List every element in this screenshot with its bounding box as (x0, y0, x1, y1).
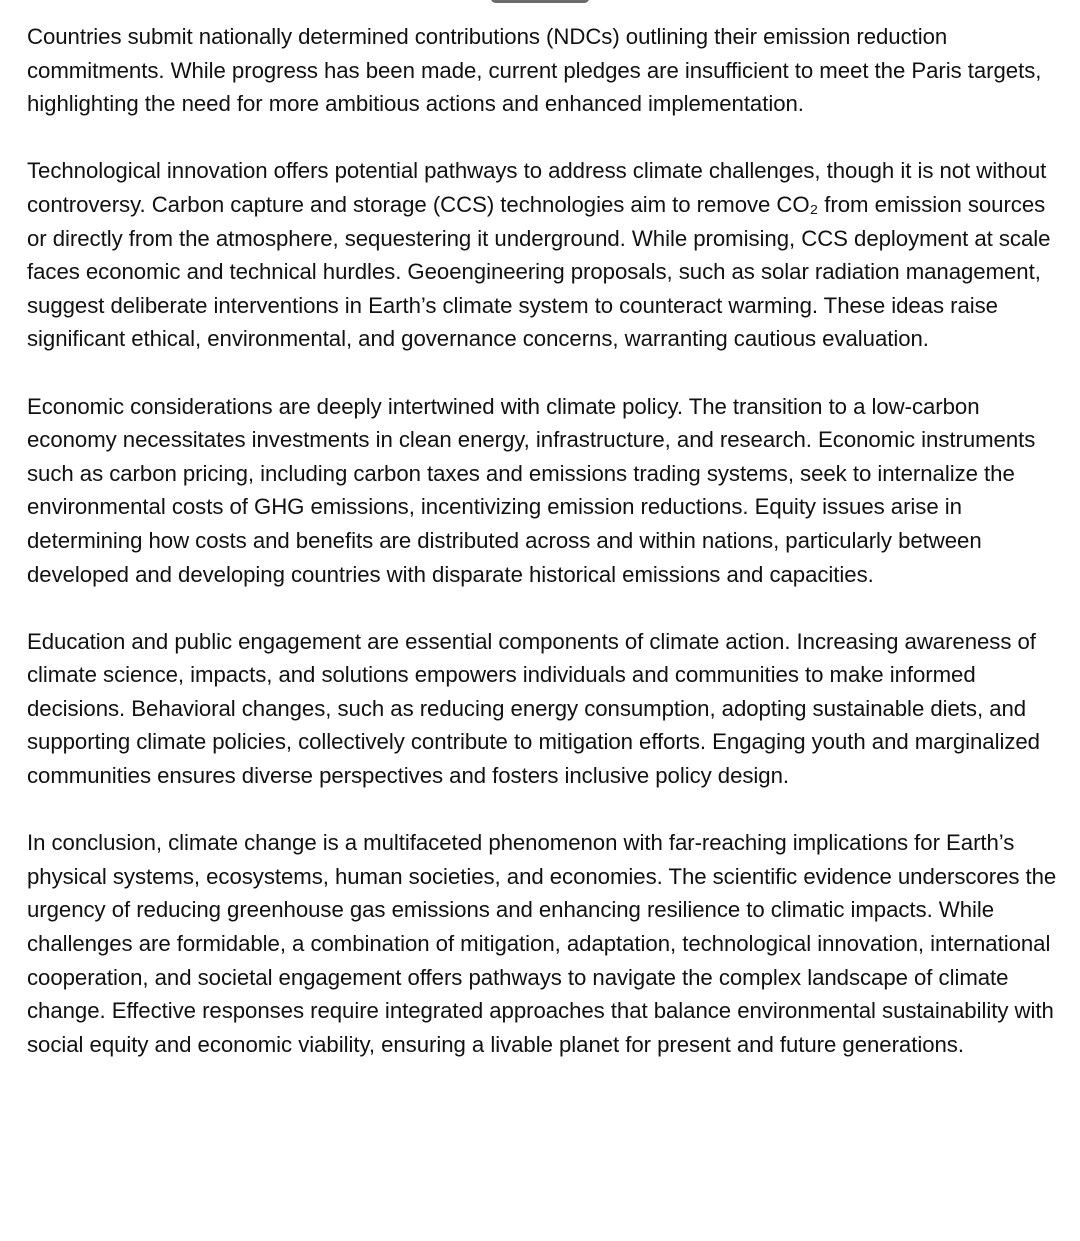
scroll-handle[interactable] (491, 0, 589, 3)
paragraph-ndcs: Countries submit nationally determined contributions (NDCs) outlining their emission reduction commitments. While progress has been made, current pledges are insufficient to meet the Paris targets, highlighting the need for more ambitious actions and enhanced implementation. (27, 24, 1042, 117)
paragraph-economics: Economic considerations are deeply intertwined with climate policy. The transition to a low-carbon economy necessitates investments in clean energy, infrastructure, and research. Economic instruments such as carbon pricing, including carbon taxes and emissions trading systems, seek to internalize the environmental costs of GHG emissions, incentivizing emission reductions. Equity issues arise in determining how costs and benefits are distributed across and within nations, particularly between developed and developing countries with disparate historical emissions and capacities. (27, 393, 1036, 587)
paragraph-conclusion: In conclusion, climate change is a multifaceted phenomenon with far-reaching implications for Earth’s physical systems, ecosystems, human societies, and economies. The scientific evidence underscores the urgency of reducing greenhouse gas emissions and enhancing resilience to climatic impacts. While challenges are formidable, a combination of mitigation, adaptation, technological innovation, international cooperation, and societal engagement offers pathways to navigate the complex landscape of climate change. Effective responses require integrated approaches that balance environmental sustainability with social equity and economic viability, ensuring a livable planet for present and future generations. (27, 830, 1057, 1057)
paragraph-technology: Technological innovation offers potential pathways to address climate challenges, though it is not without controversy. Carbon capture and storage (CCS) technologies aim to remove CO₂ from emission sources or directly from the atmosphere, sequestering it underground. While promising, CCS deployment at scale faces economic and technical hurdles. Geoengineering proposals, such as solar radiation management, suggest deliberate interventions in Earth’s climate system to counteract warming. These ideas raise significant ethical, environmental, and governance concerns, warranting cautious evaluation. (27, 158, 1051, 352)
article-body (27, 20, 1067, 1095)
paragraph-education: Education and public engagement are essential components of climate action. Increasing awareness of climate science, impacts, and solutions empowers individuals and communities to make informed decisions. Behavioral changes, such as reducing energy consumption, adopting sustainable diets, and supporting climate policies, collectively contribute to mitigation efforts. Engaging youth and marginalized communities ensures diverse perspectives and fosters inclusive policy design. (27, 628, 1040, 789)
